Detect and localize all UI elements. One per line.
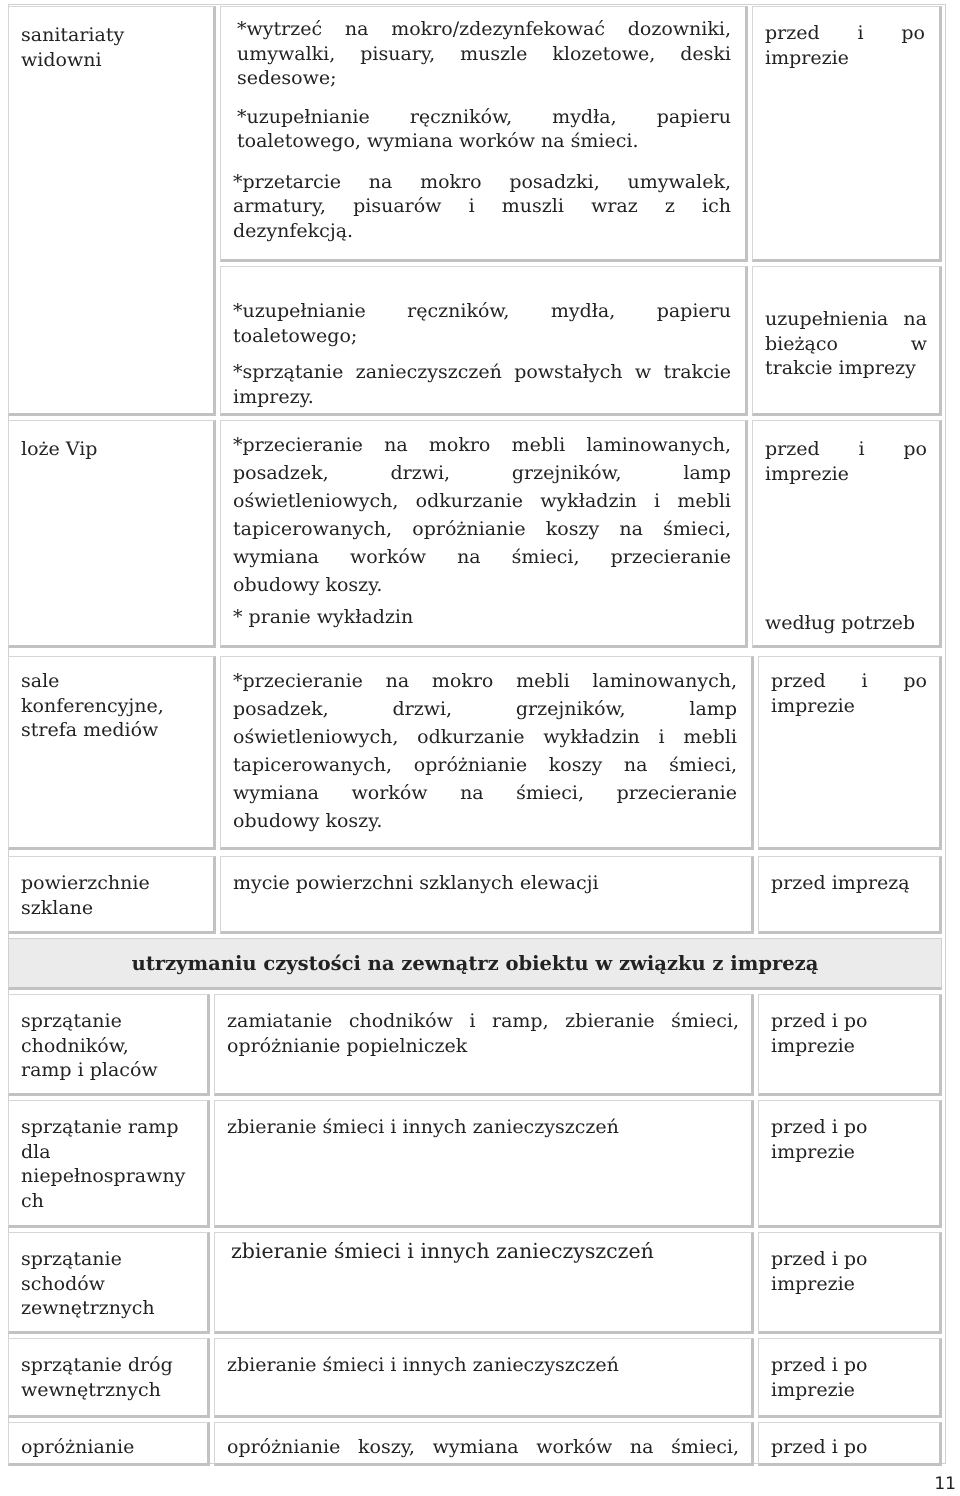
when-cell xyxy=(758,656,942,850)
when-line: przed i po xyxy=(771,1116,868,1138)
when-line: imprezie xyxy=(771,694,855,717)
when-line: trakcie imprezy xyxy=(765,357,916,379)
task-line: opróżnianie popielniczek xyxy=(227,1034,468,1057)
task-line: zbieranie śmieci i innych zanieczyszczeń xyxy=(227,1354,619,1376)
tasks-cell xyxy=(214,1232,754,1334)
task-line: wymiana worków na śmieci, przecieranie xyxy=(233,546,731,568)
task-line: *uzupełnianie ręczników, mydła, papieru xyxy=(233,300,731,322)
task-line: mycie powierzchni szklanych elewacji xyxy=(233,872,599,894)
task-block xyxy=(233,299,731,348)
when-line: przed i po xyxy=(771,670,927,692)
area-line: konferencyjne, xyxy=(21,694,164,717)
when-line: przed i po xyxy=(765,438,927,460)
task-line: posadzek, drzwi, grzejników, lamp xyxy=(233,698,737,720)
when-cell xyxy=(758,856,942,934)
task-line: toaletowego, wymiana worków na śmieci. xyxy=(237,130,639,152)
task-line: tapicerowanych, opróżnianie koszy na śmieci, xyxy=(233,754,737,776)
area-line: strefa mediów xyxy=(21,719,159,741)
area-line: szklane xyxy=(21,896,94,919)
task-line: *przecieranie na mokro mebli laminowanych, xyxy=(233,670,737,692)
when-cell xyxy=(758,1338,942,1418)
task-line: tapicerowanych, opróżnianie koszy na śmieci, xyxy=(233,518,731,540)
area-cell xyxy=(8,1232,210,1334)
tasks-cell xyxy=(214,1338,754,1418)
area-line: powierzchnie xyxy=(21,872,150,894)
tasks-cell xyxy=(214,1100,754,1228)
when-cell xyxy=(758,1100,942,1228)
page-number: 11 xyxy=(934,1474,956,1494)
area-cell xyxy=(8,656,216,850)
task-line: *wytrzeć na mokro/zdezynfekować dozowniki, xyxy=(237,18,731,40)
task-line: *sprzątanie zanieczyszczeń powstałych w trakcie xyxy=(233,361,731,383)
when-line: imprezie xyxy=(771,1272,855,1295)
when-line-2: według potrzeb xyxy=(765,612,916,634)
task-block xyxy=(233,170,731,244)
when-line: przed i po xyxy=(771,1010,868,1032)
area-line: wewnętrznych xyxy=(21,1378,161,1401)
area-line: sprzątanie dróg xyxy=(21,1354,173,1376)
task-line: obudowy koszy. xyxy=(233,574,383,596)
area-line: dla xyxy=(21,1140,51,1163)
when-cell xyxy=(752,266,942,416)
when-cell xyxy=(758,994,942,1096)
tasks-cell xyxy=(214,994,754,1096)
when-line: przed i po xyxy=(771,1248,868,1270)
area-line: chodników, xyxy=(21,1034,129,1057)
area-cell xyxy=(8,1100,210,1228)
when-line: imprezie xyxy=(771,1140,855,1163)
area-line: sprzątanie xyxy=(21,1248,122,1270)
when-line: imprezie xyxy=(765,46,849,69)
task-block xyxy=(237,17,731,91)
task-line: zbieranie śmieci i innych zanieczyszczeń xyxy=(231,1239,654,1263)
when-cell xyxy=(752,420,942,648)
task-line: dezynfekcją. xyxy=(233,219,354,242)
task-line: wymiana worków na śmieci, przecieranie xyxy=(233,782,737,804)
area-line: ch xyxy=(21,1189,44,1212)
area-line: sale xyxy=(21,670,60,692)
when-line: przed i po xyxy=(765,22,925,44)
task-line: zbieranie śmieci i innych zanieczyszczeń xyxy=(227,1116,619,1138)
task-line: *przecieranie na mokro mebli laminowanych, xyxy=(233,434,731,456)
area-line: widowni xyxy=(21,48,102,71)
task-line: posadzek, drzwi, grzejników, lamp xyxy=(233,462,731,484)
area-cell xyxy=(8,420,216,648)
when-line: bieżąco w xyxy=(765,332,927,355)
task-line: oświetleniowych, odkurzanie wykładzin i mebli xyxy=(233,490,731,512)
tasks-cell xyxy=(214,1422,754,1466)
section-header xyxy=(8,938,942,990)
task-block xyxy=(233,431,731,599)
task-line: sedesowe; xyxy=(237,67,337,89)
tasks-cell xyxy=(220,656,754,850)
area-cell xyxy=(8,1422,210,1466)
area-line: schodów xyxy=(21,1272,105,1295)
area-line: ramp i placów xyxy=(21,1059,158,1081)
area-line: loże Vip xyxy=(21,438,98,460)
task-line: zamiatanie chodników i ramp, zbieranie śmieci, xyxy=(227,1010,739,1032)
task-line: obudowy koszy. xyxy=(233,810,383,832)
task-line: *uzupełnianie ręczników, mydła, papieru xyxy=(237,105,731,128)
task-line: imprezy. xyxy=(233,385,314,408)
area-line: sanitariaty xyxy=(21,24,125,46)
area-cell xyxy=(8,856,216,934)
task-line: * pranie wykładzin xyxy=(233,606,414,628)
when-cell xyxy=(758,1422,942,1466)
task-line: opróżnianie koszy, wymiana worków na śmieci, xyxy=(227,1436,739,1458)
area-line: opróżnianie xyxy=(21,1436,135,1458)
when-line: imprezie xyxy=(771,1378,855,1401)
when-line: przed imprezą xyxy=(771,872,910,894)
task-line: *przetarcie na mokro posadzki, umywalek, xyxy=(233,170,731,193)
when-cell xyxy=(752,6,942,262)
tasks-cell xyxy=(220,6,748,262)
task-line: oświetleniowych, odkurzanie wykładzin i mebli xyxy=(233,726,737,748)
task-block xyxy=(237,105,731,154)
area-line: zewnętrznych xyxy=(21,1297,155,1319)
task-line: umywalki, pisuary, muszle klozetowe, deski xyxy=(237,42,731,65)
task-block xyxy=(233,360,731,409)
task-line: armatury, pisuarów i muszli wraz z ich xyxy=(233,195,731,217)
area-line: niepełnosprawny xyxy=(21,1165,186,1187)
when-line: przed i po xyxy=(771,1436,868,1458)
tasks-cell xyxy=(220,266,748,416)
area-line: sprzątanie xyxy=(21,1010,122,1032)
area-line: sprzątanie ramp xyxy=(21,1116,179,1138)
when-line: uzupełnienia na xyxy=(765,308,927,330)
area-cell xyxy=(8,6,216,416)
task-line: toaletowego; xyxy=(233,324,358,347)
task-block xyxy=(233,605,731,630)
area-cell xyxy=(8,994,210,1096)
when-cell xyxy=(758,1232,942,1334)
section-header-text: utrzymaniu czystości na zewnątrz obiektu w związku z imprezą xyxy=(131,951,819,975)
tasks-cell xyxy=(220,420,748,648)
when-line: imprezie xyxy=(765,462,849,485)
when-line: przed i po xyxy=(771,1354,868,1376)
tasks-cell xyxy=(220,856,754,934)
when-line: imprezie xyxy=(771,1034,855,1057)
area-cell xyxy=(8,1338,210,1418)
